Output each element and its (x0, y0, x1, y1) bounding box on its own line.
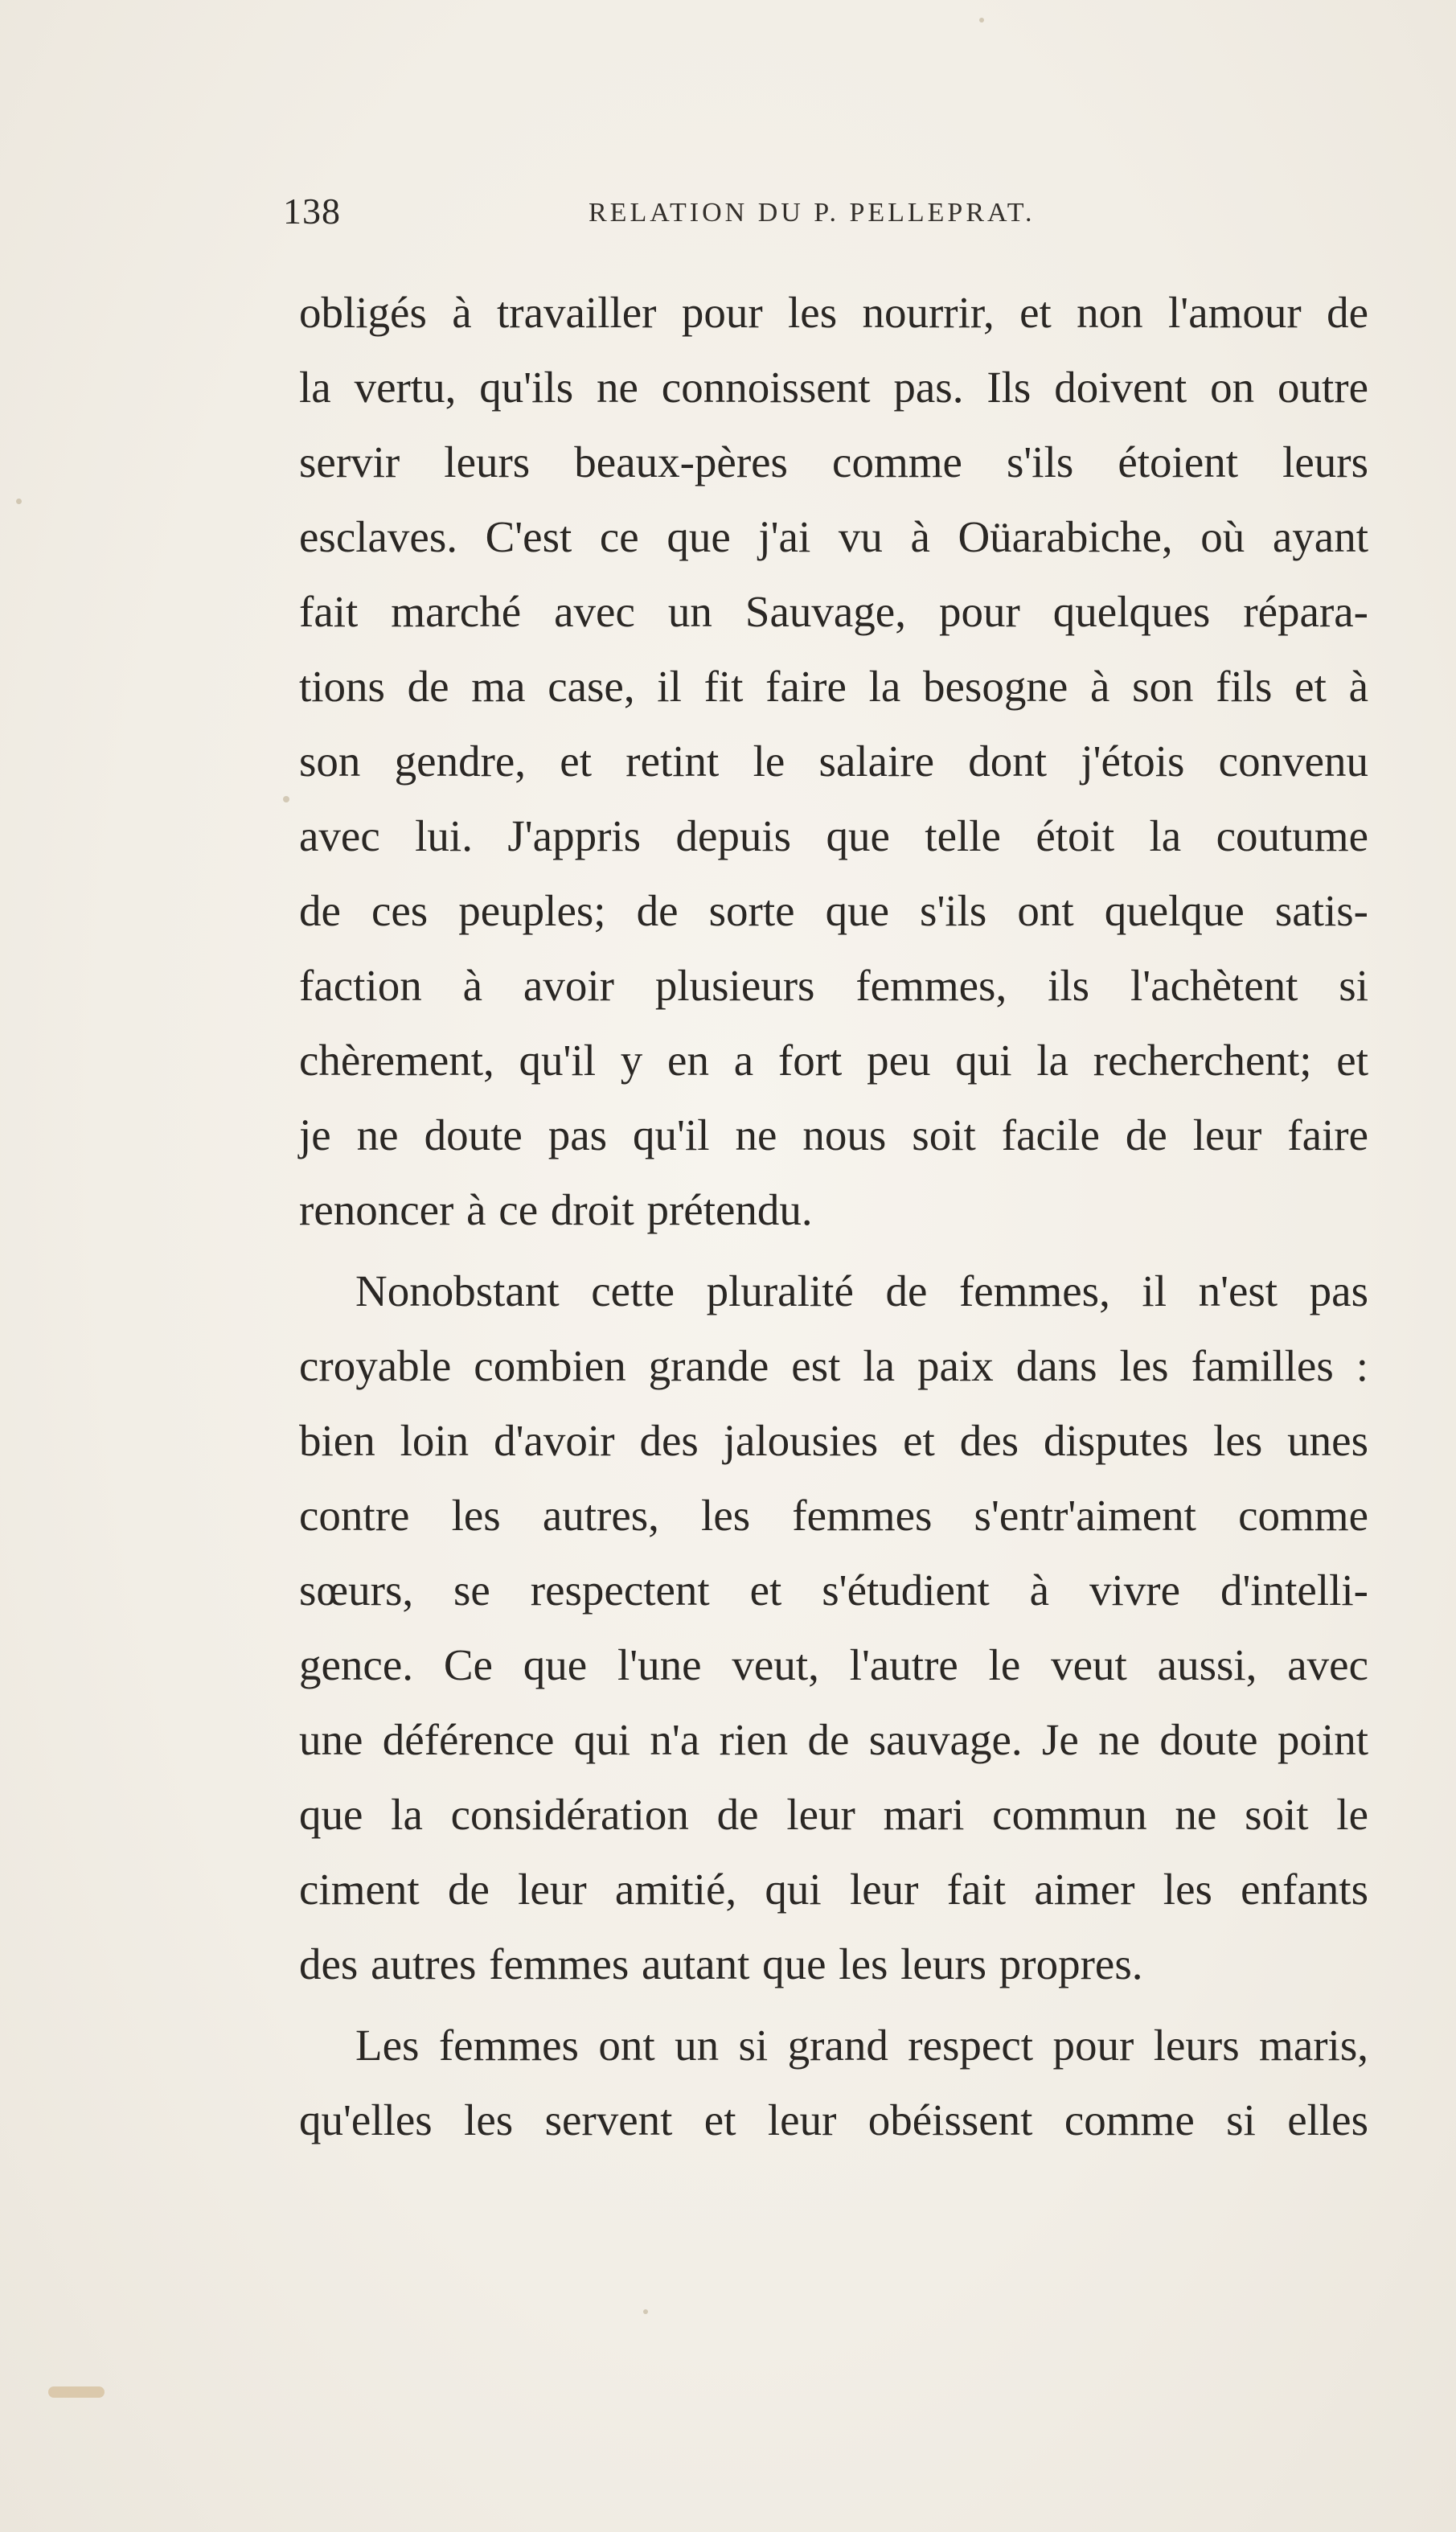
text-line: une déférence qui n'a rien de sauvage. Je ne doute point (299, 1715, 1368, 1764)
paragraph (299, 275, 1368, 1247)
text-line: renoncer à ce droit prétendu. (299, 1185, 813, 1234)
text-line: de ces peuples; de sorte que s'ils ont quelque satis- (299, 886, 1368, 935)
text-line: faction à avoir plusieurs femmes, ils l'achètent si (299, 961, 1368, 1010)
text-line: bien loin d'avoir des jalousies et des disputes les unes (299, 1416, 1368, 1465)
text-line: Nonobstant cette pluralité de femmes, il n'est pas (355, 1266, 1368, 1315)
text-line: je ne doute pas qu'il ne nous soit facile de leur faire (299, 1110, 1368, 1159)
text-line: des autres femmes autant que les leurs propres. (299, 1939, 1143, 1988)
paper-speck (283, 796, 289, 802)
text-line: gence. Ce que l'une veut, l'autre le veut aussi, avec (299, 1640, 1368, 1689)
text-line: la vertu, qu'ils ne connoissent pas. Ils doivent on outre (299, 363, 1368, 412)
paragraph (299, 2008, 1368, 2157)
paper-speck (979, 18, 984, 23)
paragraph (299, 1254, 1368, 2001)
text-line: Les femmes ont un si grand respect pour leurs maris, (355, 2021, 1368, 2070)
running-head: RELATION DU P. PELLEPRAT. (589, 198, 1036, 228)
text-line: qu'elles les servent et leur obéissent comme si elles (299, 2095, 1368, 2144)
paper-stain (48, 2386, 105, 2398)
text-line: avec lui. J'appris depuis que telle étoit la coutume (299, 811, 1368, 860)
text-line: servir leurs beaux-pères comme s'ils étoient leurs (299, 437, 1368, 486)
page-number: 138 (283, 191, 341, 232)
text-line: contre les autres, les femmes s'entr'aiment comme (299, 1491, 1368, 1540)
body-text (299, 275, 1368, 2157)
text-line: que la considération de leur mari commun ne soit le (299, 1790, 1368, 1839)
text-line: esclaves. C'est ce que j'ai vu à Oüarabiche, où ayant (299, 512, 1368, 561)
text-line: sœurs, se respectent et s'étudient à vivre d'intelli- (299, 1566, 1368, 1615)
text-line: obligés à travailler pour les nourrir, et non l'amour de (299, 288, 1368, 337)
page-header (283, 190, 1368, 238)
text-line: fait marché avec un Sauvage, pour quelques répara- (299, 587, 1368, 636)
text-line: tions de ma case, il fit faire la besogne à son fils et à (299, 662, 1368, 711)
paper-speck (643, 2309, 648, 2314)
text-line: chèrement, qu'il y en a fort peu qui la recherchent; et (299, 1036, 1368, 1085)
text-line: son gendre, et retint le salaire dont j'étois convenu (299, 737, 1368, 786)
text-line: croyable combien grande est la paix dans les familles : (299, 1341, 1368, 1390)
text-line: ciment de leur amitié, qui leur fait aimer les enfants (299, 1865, 1368, 1914)
paper-speck (16, 499, 22, 504)
